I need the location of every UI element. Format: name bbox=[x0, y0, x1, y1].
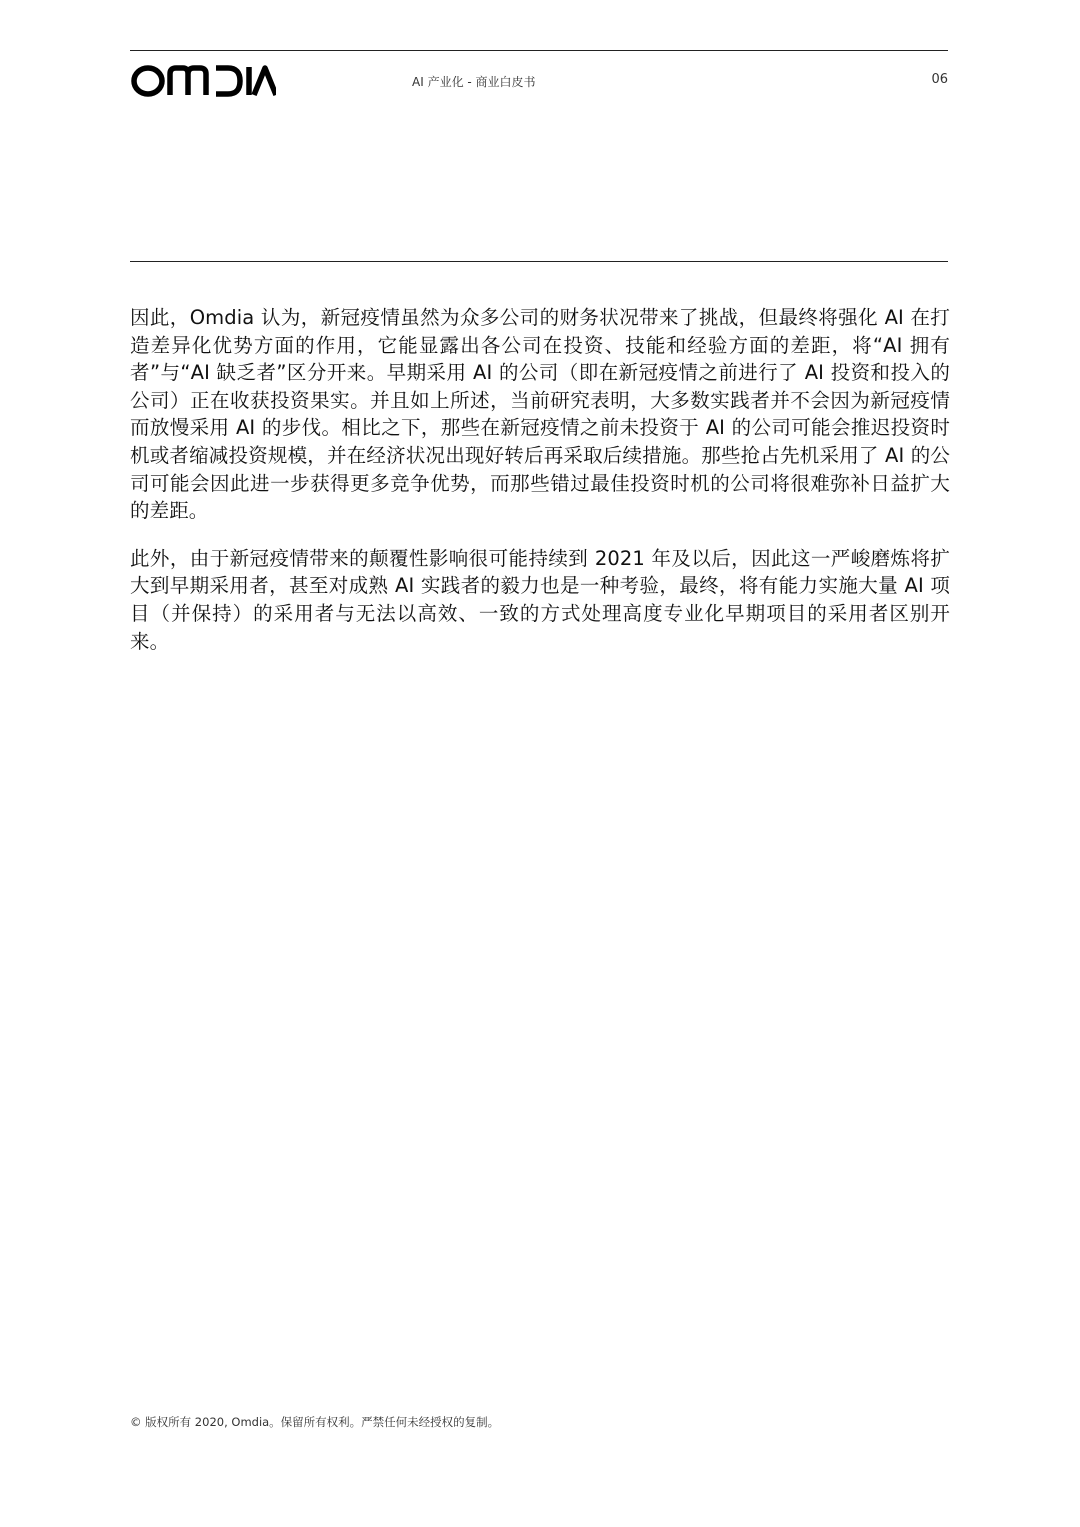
body-paragraph-1: 因此，Omdia 认为，新冠疫情虽然为众多公司的财务状况带来了挑战，但最终将强化 AI 在打造差异化优势方面的作用，它能显露出各公司在投资、技能和经验方面的差距，将“AI 拥有者”与“AI 缺乏者”区分开来。早期采用 AI 的公司（即在新冠疫情之前进行了 AI 投资和投入的公司）正在收获投资果实。并且如上所述，当前研究表明，大多数实践者并不会因为新冠疫情而放慢采用 AI 的步伐。相比之下，那些在新冠疫情之前未投资于 AI 的公司可能会推迟投资时机或者缩减投资规模，并在经济状况出现好转后再采取后续措施。那些抢占先机采用了 AI 的公司可能会因此进一步获得更多竞争优势，而那些错过最佳投资时机的公司将很难弥补日益扩大的差距。 bbox=[130, 306, 950, 523]
body-text bbox=[130, 304, 950, 675]
document-title: AI 产业化 - 商业白皮书 bbox=[412, 75, 536, 89]
footer-copyright: © 版权所有 2020, Omdia。保留所有权利。严禁任何未经授权的复制。 bbox=[130, 1415, 500, 1429]
page-number: 06 bbox=[931, 72, 948, 87]
body-paragraph-2: 此外，由于新冠疫情带来的颠覆性影响很可能持续到 2021 年及以后，因此这一严峻磨炼将扩大到早期采用者，甚至对成熟 AI 实践者的毅力也是一种考验，最终，将有能力实施大量 AI 项目（并保持）的采用者与无法以高效、一致的方式处理高度专业化早期项目的采用者区别开来。 bbox=[130, 546, 950, 653]
header-top-rule bbox=[130, 50, 948, 51]
section-divider-rule bbox=[130, 261, 948, 262]
omdia-logo bbox=[130, 64, 276, 98]
